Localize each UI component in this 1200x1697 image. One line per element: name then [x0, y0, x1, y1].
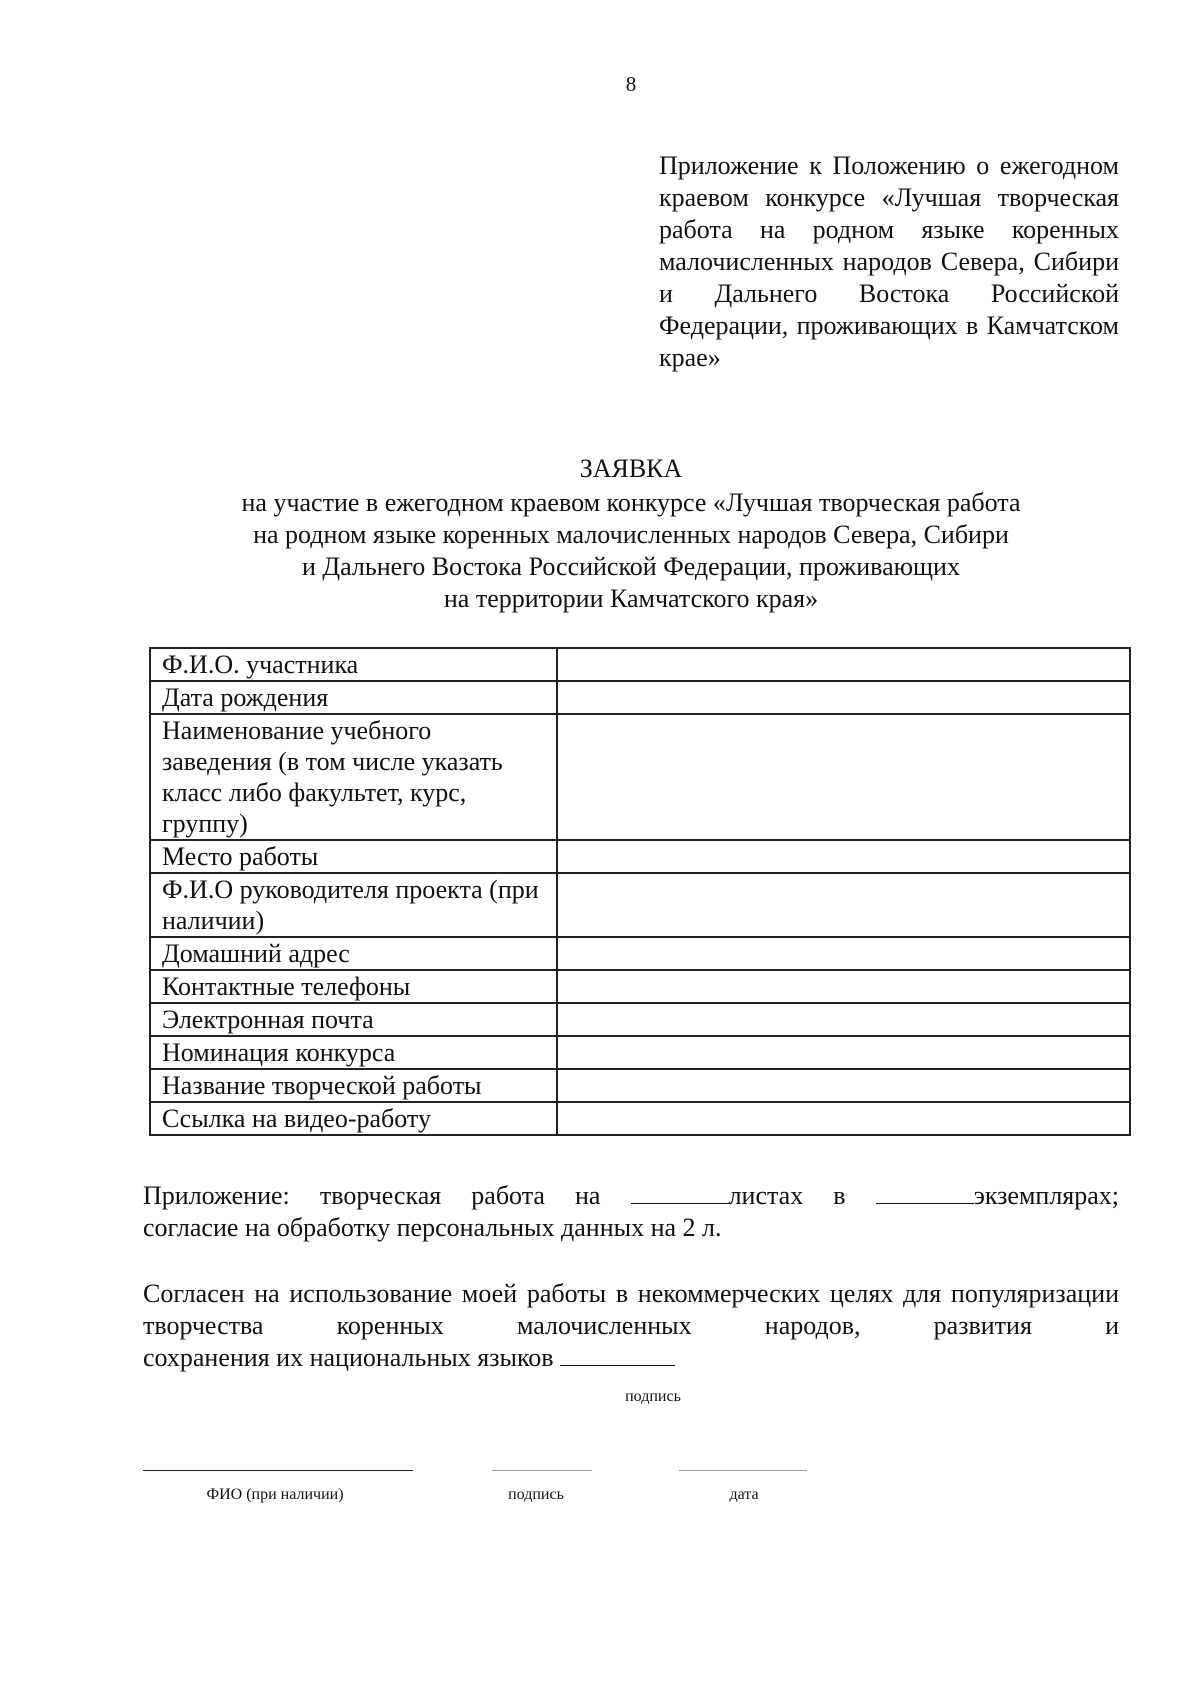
appendix-note: Приложение к Положению о ежегодном краевом конкурсе «Лучшая творческая работа на родном языке коренных малочисленных народов Севера, Сибири и Дальнего Востока Российской Федерации, проживающих в Камчатском крае»: [659, 151, 1119, 372]
form-label: Наименование учебного заведения (в том числе указать класс либо факультет, курс, группу): [150, 714, 557, 840]
application-subtitle-line: на родном языке коренных малочисленных народов Севера, Сибири: [253, 520, 1009, 549]
consent-last-line: [143, 1342, 1119, 1374]
attachment-text: [143, 1180, 1119, 1244]
form-value-cell[interactable]: [557, 714, 1130, 840]
form-label: Домашний адрес: [150, 937, 557, 970]
form-value-cell[interactable]: [557, 681, 1130, 714]
consent-text: [143, 1278, 1119, 1374]
attachment-sheets: листах в: [728, 1181, 846, 1210]
attachment-prefix: Приложение: творческая работа на: [143, 1181, 601, 1210]
form-label: Номинация конкурса: [150, 1036, 557, 1069]
attachment-copies: экземплярах;: [973, 1181, 1120, 1210]
form-value-cell[interactable]: [557, 1069, 1130, 1102]
form-row-participant-name: [150, 648, 1130, 681]
form-row-nomination: [150, 1036, 1130, 1069]
form-row-workplace: [150, 840, 1130, 873]
form-label: Ссылка на видео-работу: [150, 1102, 557, 1135]
application-subtitle-line: на территории Камчатского края»: [443, 584, 819, 613]
page-number: 8: [625, 72, 637, 96]
signature-caption: подпись: [508, 1486, 564, 1503]
form-value-cell[interactable]: [557, 1003, 1130, 1036]
application-subtitle: [180, 487, 1082, 615]
copies-count-blank[interactable]: [876, 1183, 974, 1204]
attachment-consent-line: согласие на обработку персональных данных на 2 л.: [143, 1213, 722, 1242]
sheets-count-blank[interactable]: [631, 1183, 729, 1204]
fio-signature-line[interactable]: [143, 1470, 413, 1471]
form-label: Электронная почта: [150, 1003, 557, 1036]
application-subtitle-line: и Дальнего Востока Российской Федерации, проживающих: [302, 552, 960, 581]
consent-signature-caption: подпись: [625, 1388, 681, 1405]
form-row-work-title: [150, 1069, 1130, 1102]
form-value-cell[interactable]: [557, 937, 1130, 970]
date-caption: дата: [729, 1486, 759, 1503]
consent-last-line-text: сохранения их национальных языков: [143, 1343, 554, 1372]
form-value-cell[interactable]: [557, 648, 1130, 681]
form-row-school: [150, 714, 1130, 840]
signature-line[interactable]: [492, 1470, 592, 1471]
form-value-cell[interactable]: [557, 1102, 1130, 1135]
form-row-home-address: [150, 937, 1130, 970]
application-subtitle-line: на участие в ежегодном краевом конкурсе «Лучшая творческая работа: [241, 488, 1021, 517]
form-value-cell[interactable]: [557, 970, 1130, 1003]
consent-paragraph: Согласен на использование моей работы в некоммерческих целях для популяризации творчества коренных малочисленных народов, развития и: [143, 1279, 1119, 1340]
form-row-email: [150, 1003, 1130, 1036]
fio-caption: ФИО (при наличии): [206, 1486, 344, 1503]
form-label: Место работы: [150, 840, 557, 873]
form-value-cell[interactable]: [557, 873, 1130, 937]
attachment-line: [143, 1180, 1119, 1212]
application-form-table: [149, 647, 1131, 1136]
form-label: Контактные телефоны: [150, 970, 557, 1003]
application-title: ЗАЯВКА: [579, 454, 683, 483]
form-row-supervisor: [150, 873, 1130, 937]
form-row-birth-date: [150, 681, 1130, 714]
date-line[interactable]: [679, 1470, 807, 1471]
form-value-cell[interactable]: [557, 1036, 1130, 1069]
form-label: Название творческой работы: [150, 1069, 557, 1102]
form-value-cell[interactable]: [557, 840, 1130, 873]
consent-signature-blank[interactable]: [560, 1345, 675, 1366]
form-label: Ф.И.О руководителя проекта (при наличии): [150, 873, 557, 937]
form-row-phones: [150, 970, 1130, 1003]
form-label: Дата рождения: [150, 681, 557, 714]
form-label: Ф.И.О. участника: [150, 648, 557, 681]
form-row-video-link: [150, 1102, 1130, 1135]
